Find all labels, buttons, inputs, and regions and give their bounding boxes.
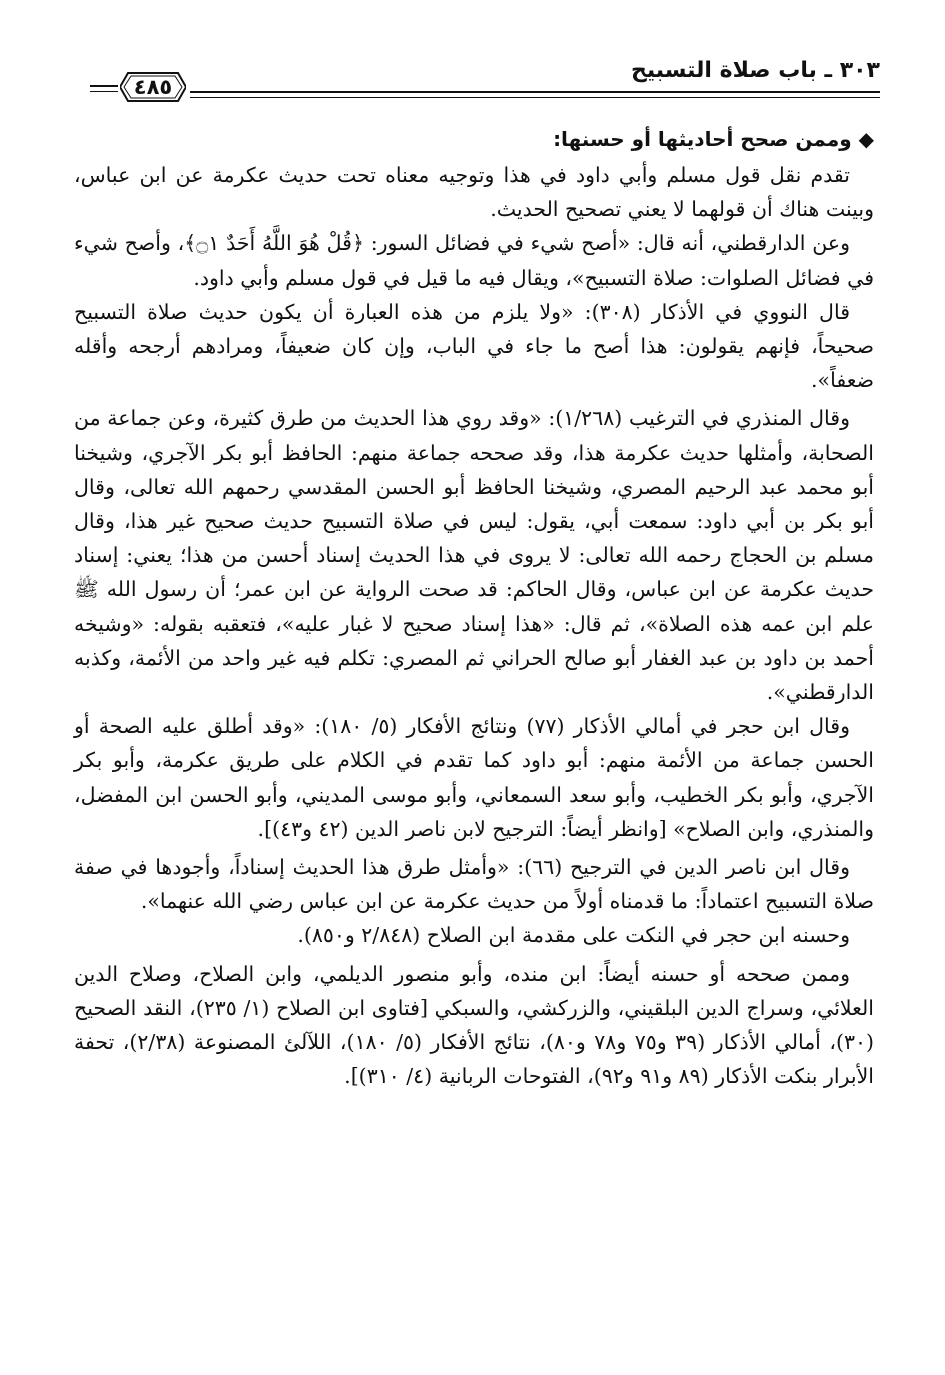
- header-rule-left: [90, 85, 118, 87]
- paragraph: وحسنه ابن حجر في النكت على مقدمة ابن الصلاح (٢/٨٤٨ و٨٥٠).: [297, 923, 850, 948]
- paragraph: وقال المنذري في الترغيب (١/٢٦٨): «وقد روي هذا الحديث من طرق كثيرة، وعن جماعة من الصحابة، وأمثلها حديث عكرمة هذا، وقد صححه جماعة منهم: الحافظ أبو بكر الآجري، وشيخنا أبو محمد عبد الرحيم المصري، وشيخنا الحافظ أبو الحسن المقدسي رحمهم الله تعالى، وقال أبو بكر بن أبي داود: سمعت أبي، يقول: ليس في صلاة التسبيح حديث صحيح غير هذا، وقال مسلم بن الحجاج رحمه الله تعالى: لا يروى في هذا الحديث إسناد أحسن من هذا؛ يعني: إسناد حديث عكرمة عن ابن عباس، وقال الحاكم: قد صحت الرواية عن ابن عمر؛ أن رسول الله ﷺ علم ابن عمه هذه الصلاة»، ثم قال: «هذا إسناد صحيح لا غبار عليه»، فتعقبه بقوله: «وشيخه أحمد بن داود بن عبد الغفار أبو صالح الحراني ثم المصري: تكلم فيه غير واحد من الأئمة، وكذبه الدارقطني».: [74, 406, 874, 705]
- paragraph: قال النووي في الأذكار (٣٠٨): «ولا يلزم من هذه العبارة أن يكون حديث صلاة التسبيح صحيحاً، فإنهم يقولون: هذا أصح ما جاء في الباب، وإن كان ضعيفاً، ومرادهم أرجحه وأقله ضعفاً».: [74, 299, 874, 393]
- paragraph: وقال ابن ناصر الدين في الترجيح (٦٦): «وأمثل طرق هذا الحديث إسناداً، وأجودها في صفة صلاة التسبيح اعتماداً: ما قدمناه أولاً من حديث عكرمة عن ابن عباس رضي الله عنهما».: [74, 855, 874, 914]
- paragraph: وممن صححه أو حسنه أيضاً: ابن منده، وأبو منصور الديلمي، وابن الصلاح، وصلاح الدين العلائي، وسراج الدين البلقيني، والزركشي، والسبكي [فتاوى ابن الصلاح (١/ ٢٣٥)، النقد الصحيح (٣٠)، أمالي الأذكار (٣٩ و٧٥ و٧٨ و٨٠)، نتائج الأفكار (٥/ ١٨٠)، اللآلئ المصنوعة (٢/٣٨)، تحفة الأبرار بنكت الأذكار (٨٩ و٩١ و٩٢)، الفتوحات الربانية (٤/ ٣١٠)].: [74, 961, 875, 1089]
- header-rule-left-thin: [90, 91, 118, 92]
- chapter-title: ٣٠٣ ـ باب صلاة التسبيح: [630, 58, 880, 83]
- paragraph: تقدم نقل قول مسلم وأبي داود في هذا وتوجيه معناه تحت حديث عكرمة عن ابن عباس، وبينت هناك أن قولهما لا يعني تصحيح الحديث.: [74, 163, 874, 222]
- page-body: [74, 122, 874, 1093]
- paragraph: وقال ابن حجر في أمالي الأذكار (٧٧) ونتائج الأفكار (٥/ ١٨٠): «وقد أطلق عليه الصحة أو الحسن جماعة من الأئمة منهم: أبو داود كما تقدم في الكلام على طريق عكرمة، وأبو بكر الآجري، وأبو بكر الخطيب، وأبو سعد السمعاني، وأبو موسى المديني، وأبو الحسن ابن المفضل، والمنذري، وابن الصلاح» [وانظر أيضاً: الترجيح لابن ناصر الدين (٤٢ و٤٣)].: [74, 714, 874, 841]
- header-rule-thin: [190, 97, 880, 98]
- section-heading: ‏◆ وممن صحح أحاديثها أو حسنها:: [553, 127, 874, 151]
- header-rule: [190, 91, 880, 93]
- page-number: ٤٨٥: [133, 75, 173, 99]
- page-number-badge: [120, 70, 186, 104]
- page-header: [90, 50, 880, 106]
- paragraph: وعن الدارقطني، أنه قال: «أصح شيء في فضائل السور: ﴿قُلْ هُوَ اللَّهُ أَحَدٌ ۝١﴾، وأصح شيء في فضائل الصلوات: صلاة التسبيح»، ويقال فيه ما قيل في قول مسلم وأبي داود.: [74, 231, 874, 290]
